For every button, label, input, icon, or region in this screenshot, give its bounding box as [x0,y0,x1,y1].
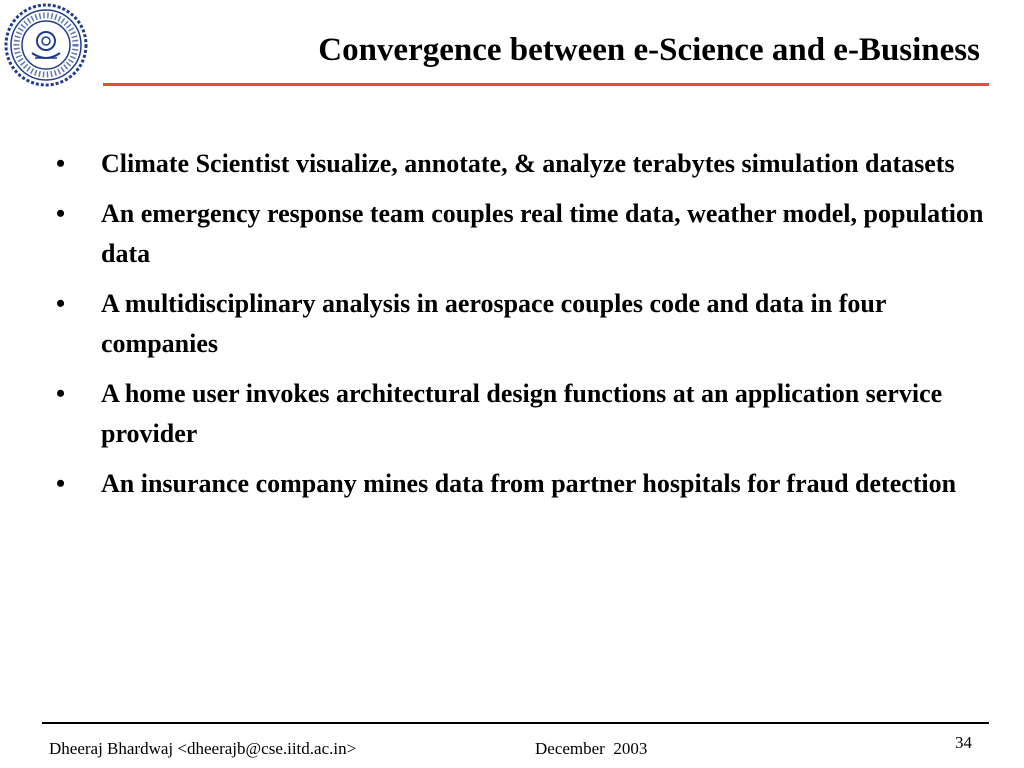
bullet-list [56,144,986,514]
slide-title: Convergence between e-Science and e-Business [318,32,980,68]
bullet-marker: • [56,199,66,228]
bullet-marker: • [56,379,66,408]
bullet-text: A home user invokes architectural design functions at an application service provider [101,379,943,448]
bullet-marker: • [56,149,66,178]
bullet-item-3 [56,284,986,364]
bullet-text: An insurance company mines data from partner hospitals for fraud detection [101,469,957,498]
bullet-text: A multidisciplinary analysis in aerospace couples code and data in four companies [101,289,886,358]
bullet-marker: • [56,289,66,318]
bullet-text: Climate Scientist visualize, annotate, & analyze terabytes simulation datasets [101,149,955,178]
page-number: 34 [955,733,972,752]
footer-author: Dheeraj Bhardwaj <dheerajb@cse.iitd.ac.in> [49,739,357,758]
bullet-text: An emergency response team couples real time data, weather model, population data [101,199,984,268]
institute-seal-icon [4,3,88,87]
bullet-marker: • [56,469,66,498]
bullet-item-2 [56,194,986,274]
bullet-item-5 [56,464,986,504]
bullet-item-4 [56,374,986,454]
bullet-item-1 [56,144,986,184]
title-underline [103,83,989,86]
footer-date: December 2003 [535,739,648,758]
footer-divider [42,722,989,724]
